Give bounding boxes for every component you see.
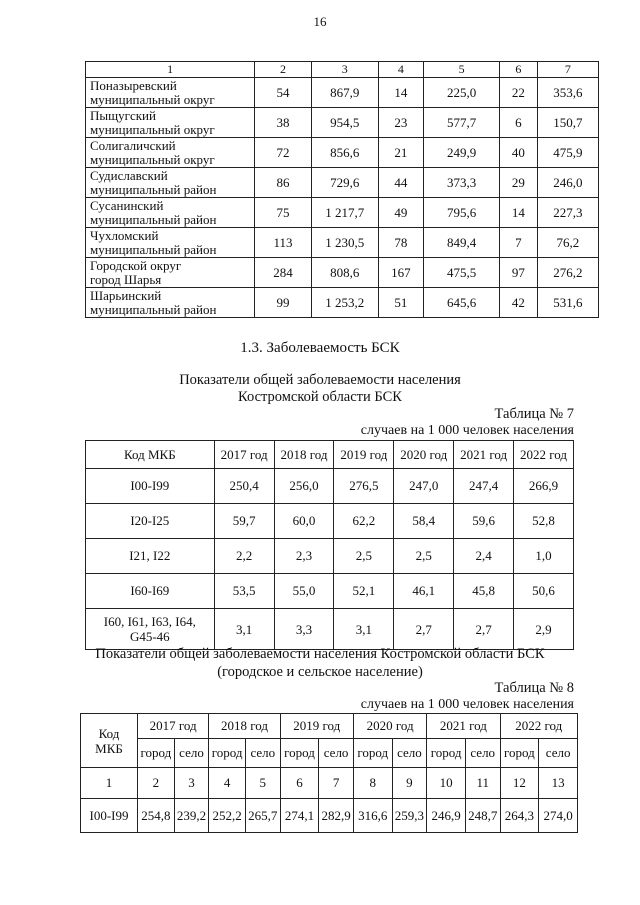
value-cell: 59,7 bbox=[214, 504, 274, 539]
value-cell: 22 bbox=[499, 78, 537, 108]
column-number-cell: 3 bbox=[174, 768, 209, 799]
district-name-cell bbox=[86, 198, 255, 228]
village-subheader-cell: село bbox=[465, 739, 500, 768]
district-name-line1: Пыщугский bbox=[90, 107, 156, 123]
district-name-line2: муниципальный район bbox=[90, 241, 217, 257]
header-cell: Код МКБ bbox=[86, 441, 215, 469]
district-name-cell bbox=[86, 168, 255, 198]
district-name-cell bbox=[86, 78, 255, 108]
column-number-cell: 6 bbox=[280, 768, 319, 799]
code-line2: G45-46 bbox=[129, 629, 170, 644]
value-cell: 2,5 bbox=[334, 539, 394, 574]
value-cell: 795,6 bbox=[424, 198, 500, 228]
column-number-cell: 11 bbox=[465, 768, 500, 799]
value-cell: 246,9 bbox=[427, 799, 466, 833]
district-name-line2: город Шарья bbox=[90, 271, 162, 287]
city-subheader-cell: город bbox=[280, 739, 319, 768]
table7-unit: случаев на 1 000 человек населения bbox=[360, 423, 574, 438]
value-cell: 42 bbox=[499, 288, 537, 318]
value-cell: 2,7 bbox=[454, 609, 514, 650]
value-cell: 259,3 bbox=[392, 799, 427, 833]
municipal-table bbox=[85, 61, 599, 318]
value-cell: 97 bbox=[499, 258, 537, 288]
value-cell: 2,9 bbox=[514, 609, 574, 650]
table-row bbox=[86, 469, 574, 504]
district-name-line1: Судиславский bbox=[90, 167, 168, 183]
value-cell: 227,3 bbox=[537, 198, 598, 228]
value-cell: 266,9 bbox=[514, 469, 574, 504]
value-cell: 52,1 bbox=[334, 574, 394, 609]
code-line1: I60, I61, I63, I64, bbox=[103, 614, 196, 629]
table-row bbox=[86, 108, 599, 138]
column-number-cell: 2 bbox=[138, 768, 175, 799]
village-subheader-cell: село bbox=[174, 739, 209, 768]
value-cell: 856,6 bbox=[311, 138, 378, 168]
section-heading: 1.3. Заболеваемость БСК bbox=[240, 340, 400, 356]
value-cell: 475,9 bbox=[537, 138, 598, 168]
code-header-line1: Код bbox=[98, 725, 120, 741]
value-cell: 808,6 bbox=[311, 258, 378, 288]
value-cell: 23 bbox=[378, 108, 424, 138]
district-name-cell bbox=[86, 288, 255, 318]
value-cell: 3,1 bbox=[334, 609, 394, 650]
table-row bbox=[86, 504, 574, 539]
table-row bbox=[86, 78, 599, 108]
value-cell: 954,5 bbox=[311, 108, 378, 138]
value-cell: 256,0 bbox=[274, 469, 334, 504]
column-number-cell: 12 bbox=[500, 768, 539, 799]
year-header-cell: 2021 год bbox=[427, 714, 500, 739]
value-cell: 78 bbox=[378, 228, 424, 258]
header-cell: 2021 год bbox=[454, 441, 514, 469]
value-cell: 274,1 bbox=[280, 799, 319, 833]
value-cell: 239,2 bbox=[174, 799, 209, 833]
value-cell: 75 bbox=[255, 198, 312, 228]
table-row bbox=[86, 168, 599, 198]
value-cell: 729,6 bbox=[311, 168, 378, 198]
value-cell: 250,4 bbox=[214, 469, 274, 504]
value-cell: 1 217,7 bbox=[311, 198, 378, 228]
district-name-line2: муниципальный округ bbox=[90, 91, 215, 107]
city-subheader-cell: город bbox=[138, 739, 175, 768]
value-cell: 59,6 bbox=[454, 504, 514, 539]
value-cell: 225,0 bbox=[424, 78, 500, 108]
value-cell: 3,3 bbox=[274, 609, 334, 650]
year-header-cell: 2017 год bbox=[138, 714, 209, 739]
value-cell: 58,4 bbox=[394, 504, 454, 539]
district-name-cell bbox=[86, 258, 255, 288]
value-cell: 53,5 bbox=[214, 574, 274, 609]
value-cell: 276,2 bbox=[537, 258, 598, 288]
value-cell: 645,6 bbox=[424, 288, 500, 318]
table8-title bbox=[0, 645, 640, 681]
value-cell: 531,6 bbox=[537, 288, 598, 318]
value-cell: 248,7 bbox=[465, 799, 500, 833]
column-number-cell: 7 bbox=[319, 768, 354, 799]
value-cell: 55,0 bbox=[274, 574, 334, 609]
table-header-row bbox=[86, 62, 599, 78]
city-subheader-cell: город bbox=[209, 739, 246, 768]
value-cell: 21 bbox=[378, 138, 424, 168]
value-cell: 247,4 bbox=[454, 469, 514, 504]
code-cell: I20-I25 bbox=[86, 504, 215, 539]
table7 bbox=[85, 440, 574, 650]
year-header-cell: 2018 год bbox=[209, 714, 280, 739]
value-cell: 254,8 bbox=[138, 799, 175, 833]
district-name-line2: муниципальный округ bbox=[90, 151, 215, 167]
table7-title-line1: Показатели общей заболеваемости населения bbox=[179, 372, 461, 388]
value-cell: 62,2 bbox=[334, 504, 394, 539]
value-cell: 264,3 bbox=[500, 799, 539, 833]
value-cell: 7 bbox=[499, 228, 537, 258]
header-cell: 2019 год bbox=[334, 441, 394, 469]
code-cell: I60-I69 bbox=[86, 574, 215, 609]
district-name-line1: Шарьинский bbox=[90, 287, 162, 303]
table-row bbox=[86, 258, 599, 288]
value-cell: 1 230,5 bbox=[311, 228, 378, 258]
district-name-line1: Солигаличский bbox=[90, 137, 176, 153]
value-cell: 1 253,2 bbox=[311, 288, 378, 318]
page-number: 16 bbox=[313, 14, 327, 29]
table8-number-row bbox=[81, 768, 578, 799]
city-subheader-cell: город bbox=[427, 739, 466, 768]
code-cell bbox=[86, 609, 215, 650]
district-name-line2: муниципальный район bbox=[90, 301, 217, 317]
value-cell: 60,0 bbox=[274, 504, 334, 539]
value-cell: 2,3 bbox=[274, 539, 334, 574]
value-cell: 282,9 bbox=[319, 799, 354, 833]
column-number-cell: 8 bbox=[353, 768, 392, 799]
district-name-cell bbox=[86, 138, 255, 168]
value-cell: 45,8 bbox=[454, 574, 514, 609]
value-cell: 247,0 bbox=[394, 469, 454, 504]
header-cell: 5 bbox=[424, 62, 500, 78]
value-cell: 52,8 bbox=[514, 504, 574, 539]
year-header-cell: 2020 год bbox=[353, 714, 426, 739]
header-cell: 3 bbox=[311, 62, 378, 78]
table7-header-row bbox=[86, 441, 574, 469]
district-name-line1: Сусанинский bbox=[90, 197, 164, 213]
table-row bbox=[86, 539, 574, 574]
column-number-cell: 10 bbox=[427, 768, 466, 799]
value-cell: 2,4 bbox=[454, 539, 514, 574]
value-cell: 252,2 bbox=[209, 799, 246, 833]
value-cell: 274,0 bbox=[539, 799, 578, 833]
table-row bbox=[86, 288, 599, 318]
value-cell: 3,1 bbox=[214, 609, 274, 650]
header-cell: 2022 год bbox=[514, 441, 574, 469]
village-subheader-cell: село bbox=[392, 739, 427, 768]
value-cell: 14 bbox=[378, 78, 424, 108]
table7-title-line2: Костромской области БСК bbox=[238, 389, 402, 405]
value-cell: 72 bbox=[255, 138, 312, 168]
district-name-line2: муниципальный район bbox=[90, 211, 217, 227]
value-cell: 265,7 bbox=[245, 799, 280, 833]
header-cell: 2020 год bbox=[394, 441, 454, 469]
header-cell: 6 bbox=[499, 62, 537, 78]
header-cell: 2 bbox=[255, 62, 312, 78]
value-cell: 1,0 bbox=[514, 539, 574, 574]
code-cell: I00-I99 bbox=[81, 799, 138, 833]
value-cell: 51 bbox=[378, 288, 424, 318]
value-cell: 38 bbox=[255, 108, 312, 138]
code-header-line2: МКБ bbox=[95, 740, 123, 756]
city-subheader-cell: город bbox=[500, 739, 539, 768]
value-cell: 29 bbox=[499, 168, 537, 198]
value-cell: 475,5 bbox=[424, 258, 500, 288]
value-cell: 76,2 bbox=[537, 228, 598, 258]
value-cell: 2,2 bbox=[214, 539, 274, 574]
header-cell: 7 bbox=[537, 62, 598, 78]
value-cell: 353,6 bbox=[537, 78, 598, 108]
value-cell: 54 bbox=[255, 78, 312, 108]
district-name-line2: муниципальный округ bbox=[90, 121, 215, 137]
column-number-cell: 9 bbox=[392, 768, 427, 799]
district-name-cell bbox=[86, 108, 255, 138]
year-header-cell: 2019 год bbox=[280, 714, 353, 739]
value-cell: 46,1 bbox=[394, 574, 454, 609]
table-row bbox=[86, 228, 599, 258]
value-cell: 867,9 bbox=[311, 78, 378, 108]
table8-label: Таблица № 8 bbox=[494, 680, 574, 696]
table-row bbox=[86, 138, 599, 168]
village-subheader-cell: село bbox=[319, 739, 354, 768]
table-row bbox=[86, 609, 574, 650]
district-name-line2: муниципальный район bbox=[90, 181, 217, 197]
value-cell: 276,5 bbox=[334, 469, 394, 504]
value-cell: 150,7 bbox=[537, 108, 598, 138]
value-cell: 246,0 bbox=[537, 168, 598, 198]
value-cell: 6 bbox=[499, 108, 537, 138]
header-cell: 4 bbox=[378, 62, 424, 78]
value-cell: 284 bbox=[255, 258, 312, 288]
table8-subheader-row bbox=[81, 739, 578, 768]
village-subheader-cell: село bbox=[245, 739, 280, 768]
value-cell: 49 bbox=[378, 198, 424, 228]
table7-label: Таблица № 7 bbox=[494, 406, 574, 422]
value-cell: 50,6 bbox=[514, 574, 574, 609]
value-cell: 316,6 bbox=[353, 799, 392, 833]
value-cell: 2,7 bbox=[394, 609, 454, 650]
value-cell: 113 bbox=[255, 228, 312, 258]
district-name-cell bbox=[86, 228, 255, 258]
code-header-cell bbox=[81, 714, 138, 768]
column-number-cell: 5 bbox=[245, 768, 280, 799]
table-row bbox=[86, 574, 574, 609]
value-cell: 167 bbox=[378, 258, 424, 288]
code-cell: I21, I22 bbox=[86, 539, 215, 574]
village-subheader-cell: село bbox=[539, 739, 578, 768]
column-number-cell: 1 bbox=[81, 768, 138, 799]
table8-year-row bbox=[81, 714, 578, 739]
value-cell: 86 bbox=[255, 168, 312, 198]
district-name-line1: Городской округ bbox=[90, 257, 182, 273]
city-subheader-cell: город bbox=[353, 739, 392, 768]
header-cell: 1 bbox=[86, 62, 255, 78]
value-cell: 849,4 bbox=[424, 228, 500, 258]
column-number-cell: 13 bbox=[539, 768, 578, 799]
code-cell: I00-I99 bbox=[86, 469, 215, 504]
year-header-cell: 2022 год bbox=[500, 714, 577, 739]
table7-title bbox=[0, 372, 640, 406]
table-row bbox=[86, 198, 599, 228]
table8-unit: случаев на 1 000 человек населения bbox=[360, 697, 574, 712]
table8 bbox=[80, 713, 578, 833]
table8-title-line1: Показатели общей заболеваемости населения Костромской области БСК bbox=[95, 646, 545, 662]
value-cell: 14 bbox=[499, 198, 537, 228]
value-cell: 577,7 bbox=[424, 108, 500, 138]
table8-data-row bbox=[81, 799, 578, 833]
value-cell: 44 bbox=[378, 168, 424, 198]
value-cell: 373,3 bbox=[424, 168, 500, 198]
value-cell: 2,5 bbox=[394, 539, 454, 574]
value-cell: 249,9 bbox=[424, 138, 500, 168]
value-cell: 40 bbox=[499, 138, 537, 168]
header-cell: 2018 год bbox=[274, 441, 334, 469]
column-number-cell: 4 bbox=[209, 768, 246, 799]
district-name-line1: Чухломский bbox=[90, 227, 159, 243]
value-cell: 99 bbox=[255, 288, 312, 318]
table8-title-line2: (городское и сельское население) bbox=[217, 664, 423, 680]
district-name-line1: Поназыревский bbox=[90, 77, 177, 93]
header-cell: 2017 год bbox=[214, 441, 274, 469]
